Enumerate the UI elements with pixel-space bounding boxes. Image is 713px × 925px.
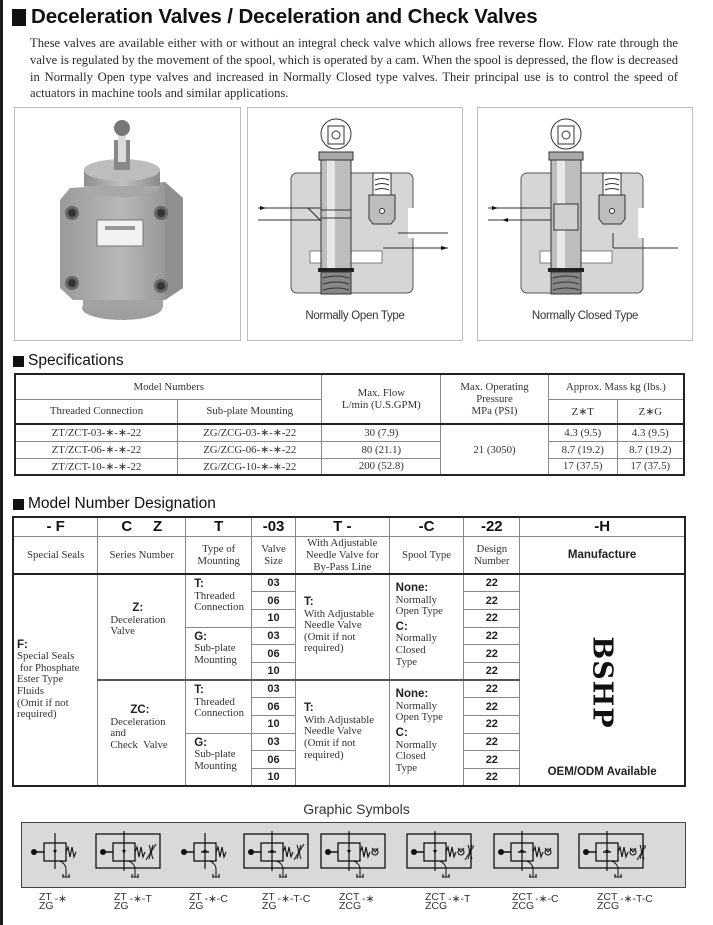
needle-description [295, 574, 389, 680]
cell-mass-t: 8.7 (19.2) [548, 441, 617, 458]
label-manufacture: Manufacture [520, 536, 685, 574]
spool-closed-line3: Type [395, 655, 418, 668]
designation-table [12, 516, 686, 787]
flow-arrow-icon [433, 850, 437, 854]
symbol-model-stack [262, 893, 277, 911]
graphic-symbol-label [512, 893, 559, 911]
mounting-subplate-2 [186, 733, 252, 786]
header-threaded: Threaded Connection [15, 399, 177, 424]
specifications-table [14, 373, 685, 476]
cell-subplate: ZG/ZCG-10-∗-∗-22 [177, 458, 322, 475]
spool-closed-code: C: [395, 726, 408, 739]
page-title-text: Deceleration Valves / Deceleration and Check Valves [31, 5, 538, 28]
symbol-model-stack [114, 893, 129, 911]
normally-open-diagram [248, 108, 464, 342]
size-value: 10 [252, 769, 296, 787]
mounting-subplate-line1: Sub-plate [194, 642, 236, 655]
page-edge [0, 0, 3, 925]
specifications-heading-text: Specifications [28, 352, 124, 369]
mounting-subplate-line1: Sub-plate [194, 748, 236, 761]
normally-open-panel [247, 107, 463, 341]
needle-adjust-arrow [465, 844, 474, 860]
symbol-model-stack [39, 893, 54, 911]
label-mounting-line2: Mounting [197, 554, 240, 567]
needle-adjust-arrow [637, 844, 646, 860]
cell-threaded: ZT/ZCT-10-∗-∗-22 [15, 458, 177, 475]
page-title [12, 5, 538, 29]
series-zc-line2: and [110, 727, 126, 740]
needle-code: T: [303, 596, 314, 608]
graphic-symbol-label [339, 893, 374, 911]
cell-mass-g: 8.7 (19.2) [617, 441, 684, 458]
needle-line4: required) [303, 748, 344, 761]
symbol-model-stack [597, 893, 619, 911]
seals-description [13, 574, 98, 786]
label-size-line1: Valve [261, 542, 286, 555]
design-number: 22 [464, 592, 520, 610]
code-manufacture: -H [520, 517, 685, 536]
mounting-threaded-line2: Connection [194, 601, 244, 614]
symbol-model-bottom: ZCG [512, 900, 535, 912]
label-spool-type: Spool Type [389, 536, 464, 574]
size-value: 06 [252, 592, 296, 610]
mounting-threaded-2 [186, 680, 252, 733]
symbol-model-stack [512, 893, 534, 911]
needle-line4: required) [303, 642, 344, 655]
code-size: -03 [252, 517, 296, 536]
normally-closed-caption: Normally Closed Type [531, 310, 639, 322]
design-number: 22 [464, 698, 520, 716]
mounting-subplate-line2: Mounting [194, 759, 237, 772]
graphic-symbol-label [262, 893, 310, 911]
needle-line2: Needle Valve [303, 725, 362, 738]
symbol-model-suffix: -∗-C [535, 893, 559, 905]
symbol-model-suffix: -∗-C [204, 893, 228, 905]
designation-heading [13, 495, 216, 513]
series-zc-description [98, 680, 186, 786]
symbol-model-bottom: ZG [114, 900, 129, 912]
symbol-model-suffix: -∗-T [129, 893, 152, 905]
design-number: 22 [464, 751, 520, 769]
mounting-subplate-line2: Mounting [194, 653, 237, 666]
seals-line5: (Omit if not [17, 696, 69, 709]
symbol-model-top: ZT [114, 891, 127, 903]
seals-line3: Ester Type [17, 673, 64, 686]
heading-bullet-icon [13, 356, 24, 367]
header-max-flow [322, 374, 441, 424]
symbol-model-stack [339, 893, 361, 911]
normally-closed-diagram [478, 108, 694, 342]
symbol-model-stack [189, 893, 204, 911]
symbol-model-suffix: -∗-T [448, 893, 471, 905]
cell-flow: 30 (7.9) [322, 424, 441, 441]
graphic-symbol [576, 828, 646, 884]
spring-icon [283, 847, 293, 857]
cell-subplate: ZG/ZCG-03-∗-∗-22 [177, 424, 322, 441]
spool-description [389, 680, 464, 786]
design-number: 22 [464, 645, 520, 663]
spool-closed-line3: Type [395, 761, 418, 774]
needle-line1: With Adjustable [303, 607, 375, 620]
label-mounting-line1: Type of [202, 542, 236, 555]
graphic-symbol-label [597, 893, 653, 911]
graphic-symbol [241, 828, 311, 884]
header-max-pressure [441, 374, 549, 424]
symbol-model-top: ZT [262, 891, 275, 903]
label-mounting [186, 536, 252, 574]
cell-mass-g: 17 (37.5) [617, 458, 684, 475]
label-design-line2: Number [474, 554, 510, 567]
symbol-model-top: ZT [39, 891, 52, 903]
label-needle [295, 536, 389, 574]
design-number: 22 [464, 733, 520, 751]
series-z-line1: Deceleration [110, 613, 166, 626]
design-number: 22 [464, 680, 520, 698]
code-series [98, 517, 186, 536]
seals-line6: required) [17, 708, 57, 721]
spring-icon [135, 847, 145, 857]
design-number: 22 [464, 627, 520, 645]
seals-line2: for Phosphate [17, 661, 80, 674]
normally-open-caption: Normally Open Type [305, 310, 405, 322]
symbol-model-top: ZCT [425, 891, 446, 903]
mounting-threaded-code: T: [194, 578, 204, 590]
cell-flow: 80 (21.1) [322, 441, 441, 458]
cell-threaded: ZT/ZCT-03-∗-∗-22 [15, 424, 177, 441]
graphic-symbol-label [114, 893, 152, 911]
label-needle-line1: With Adjustable [307, 536, 378, 549]
design-number: 22 [464, 662, 520, 680]
series-zc-code: ZC: [130, 704, 150, 717]
graphic-symbol-label [189, 893, 228, 911]
brand-logo: BSHP [586, 636, 618, 729]
spool-open-line1: Normally [395, 699, 438, 712]
series-zc-line3: Check Valve [110, 738, 168, 751]
header-max-flow-line2: L/min (U.S.GPM) [341, 399, 421, 411]
table-row [15, 458, 684, 475]
seals-line4: Fluids [17, 684, 45, 697]
mounting-subplate-code: G: [194, 736, 207, 749]
graphic-symbol-label [39, 893, 67, 911]
symbol-model-suffix: -∗-T-C [277, 893, 311, 905]
mounting-threaded-line1: Threaded [194, 589, 235, 602]
graphic-symbol [178, 828, 228, 884]
graphic-symbol [28, 828, 78, 884]
title-bullet-icon [12, 9, 26, 26]
label-needle-line2: Needle Valve for [305, 548, 379, 561]
oem-note: OEM/ODM Available [547, 766, 657, 779]
needle-line3: (Omit if not [303, 630, 356, 643]
symbol-model-top: ZCT [597, 891, 618, 903]
manufacture-cell [520, 574, 685, 786]
cell-mass-g: 4.3 (9.5) [617, 424, 684, 441]
size-value: 03 [252, 733, 296, 751]
header-subplate: Sub-plate Mounting [177, 399, 322, 424]
spool-open-code: None: [395, 688, 429, 701]
size-value: 03 [252, 627, 296, 645]
label-design-number [464, 536, 520, 574]
symbol-model-suffix: -∗-T-C [620, 893, 653, 905]
spool-open-line1: Normally [395, 593, 438, 606]
spool-open-code: None: [395, 582, 429, 594]
cell-flow: 200 (52.8) [322, 458, 441, 475]
table-row [15, 424, 684, 441]
graphic-symbol [404, 828, 474, 884]
spool-closed-line1: Normally [395, 738, 438, 751]
normally-closed-panel [477, 107, 693, 341]
series-zc-line1: Deceleration [110, 715, 166, 728]
label-needle-line3: By-Pass Line [313, 560, 372, 573]
code-series-z: Z [153, 518, 163, 536]
label-size-line2: Size [264, 554, 283, 567]
valve-photo-panel [14, 107, 241, 341]
spool-closed-code: C: [395, 620, 408, 633]
table-row [15, 441, 684, 458]
header-model-numbers: Model Numbers [15, 374, 322, 399]
spool-open-line2: Open Type [395, 711, 443, 724]
graphic-symbols-heading: Graphic Symbols [303, 801, 410, 817]
symbol-model-bottom: ZCG [339, 900, 362, 912]
flow-arrow-icon [53, 850, 57, 854]
size-value: 06 [252, 645, 296, 663]
graphic-symbol [93, 828, 163, 884]
spool-closed-line2: Closed [395, 750, 426, 763]
symbol-model-top: ZCT [339, 891, 360, 903]
code-mounting: T [186, 517, 252, 536]
label-series-number: Series Number [98, 536, 186, 574]
header-mass-zg: Z∗G [617, 399, 684, 424]
seals-line1: Special Seals [17, 650, 75, 663]
series-z-description [98, 574, 186, 680]
design-number: 22 [464, 716, 520, 734]
mounting-subplate-1 [186, 627, 252, 680]
spool-open-line2: Open Type [395, 605, 443, 618]
symbol-model-suffix: -∗ [54, 893, 67, 905]
spring-icon [446, 847, 456, 857]
symbol-model-stack [425, 893, 447, 911]
size-value: 03 [252, 680, 296, 698]
seals-code: F: [17, 638, 28, 651]
needle-description [295, 680, 389, 786]
flow-arrow-icon [122, 850, 126, 854]
label-size [252, 536, 296, 574]
symbol-model-suffix: -∗ [362, 893, 375, 905]
spool-description [389, 574, 464, 680]
header-max-pressure-line3: MPa (PSI) [471, 405, 518, 417]
spool-closed-line2: Closed [395, 643, 426, 656]
header-max-pressure-line1: Max. Operating [460, 381, 529, 393]
symbol-model-bottom: ZCG [597, 900, 620, 912]
designation-heading-text: Model Number Designation [28, 495, 216, 512]
header-max-flow-line1: Max. Flow [357, 387, 406, 399]
mounting-threaded-line2: Connection [194, 707, 244, 720]
label-design-line1: Design [476, 542, 508, 555]
graphic-symbol [318, 828, 388, 884]
code-seals: - F [13, 517, 98, 536]
needle-code: T: [303, 702, 314, 715]
symbol-model-bottom: ZG [262, 900, 277, 912]
size-value: 06 [252, 751, 296, 769]
header-mass: Approx. Mass kg (lbs.) [548, 374, 684, 399]
mounting-threaded-1 [186, 574, 252, 627]
series-z-line2: Valve [110, 625, 135, 638]
code-design: -22 [464, 517, 520, 536]
specifications-heading [13, 352, 124, 370]
needle-line2: Needle Valve [303, 619, 362, 632]
needle-adjust-arrow [294, 844, 304, 860]
symbol-model-bottom: ZG [189, 900, 204, 912]
symbol-model-top: ZCT [512, 891, 533, 903]
size-value: 06 [252, 698, 296, 716]
series-z-code: Z: [132, 602, 144, 614]
spring-icon [66, 847, 76, 857]
design-number: 22 [464, 769, 520, 787]
size-value: 10 [252, 716, 296, 734]
needle-line1: With Adjustable [303, 713, 375, 726]
cell-threaded: ZT/ZCT-06-∗-∗-22 [15, 441, 177, 458]
spring-icon [360, 847, 370, 857]
mounting-threaded-line1: Threaded [194, 695, 235, 708]
label-special-seals: Special Seals [13, 536, 98, 574]
header-mass-zt: Z∗T [548, 399, 617, 424]
flow-arrow-icon [347, 850, 351, 854]
mounting-threaded-code: T: [194, 684, 204, 697]
code-spool: -C [389, 517, 464, 536]
header-max-pressure-line2: Pressure [476, 393, 513, 405]
spring-icon [533, 847, 543, 857]
spring-icon [216, 847, 226, 857]
valve-photo [15, 108, 242, 342]
needle-line3: (Omit if not [303, 736, 356, 749]
symbol-model-top: ZT [189, 891, 202, 903]
size-value: 10 [252, 662, 296, 680]
cell-mass-t: 17 (37.5) [548, 458, 617, 475]
needle-adjust-arrow [146, 844, 156, 860]
heading-bullet-icon [13, 499, 24, 510]
cell-mass-t: 4.3 (9.5) [548, 424, 617, 441]
graphic-symbol-label [425, 893, 470, 911]
cell-subplate: ZG/ZCG-06-∗-∗-22 [177, 441, 322, 458]
code-series-c: C [121, 518, 133, 536]
mounting-subplate-code: G: [194, 630, 207, 643]
symbol-model-bottom: ZCG [425, 900, 448, 912]
design-number: 22 [464, 609, 520, 627]
cell-pressure: 21 (3050) [441, 424, 549, 475]
size-value: 03 [252, 574, 296, 592]
size-value: 10 [252, 609, 296, 627]
code-needle: T - [295, 517, 389, 536]
graphic-symbol [491, 828, 561, 884]
spool-closed-line1: Normally [395, 632, 438, 645]
intro-paragraph: These valves are available either with or without an integral check valve which allows free reverse flow. Flow rate through the valve is regulated by the movement of the spool, which is operated by a cam. When the spool is depressed, the flow is decreased in Normally Open type valves and increased in Normally Closed type valves. Their principal use is to control the speed of actuators in machine tools and similar applications. [30, 36, 678, 101]
spring-icon [618, 847, 628, 857]
symbol-model-bottom: ZG [39, 900, 54, 912]
design-number: 22 [464, 574, 520, 592]
